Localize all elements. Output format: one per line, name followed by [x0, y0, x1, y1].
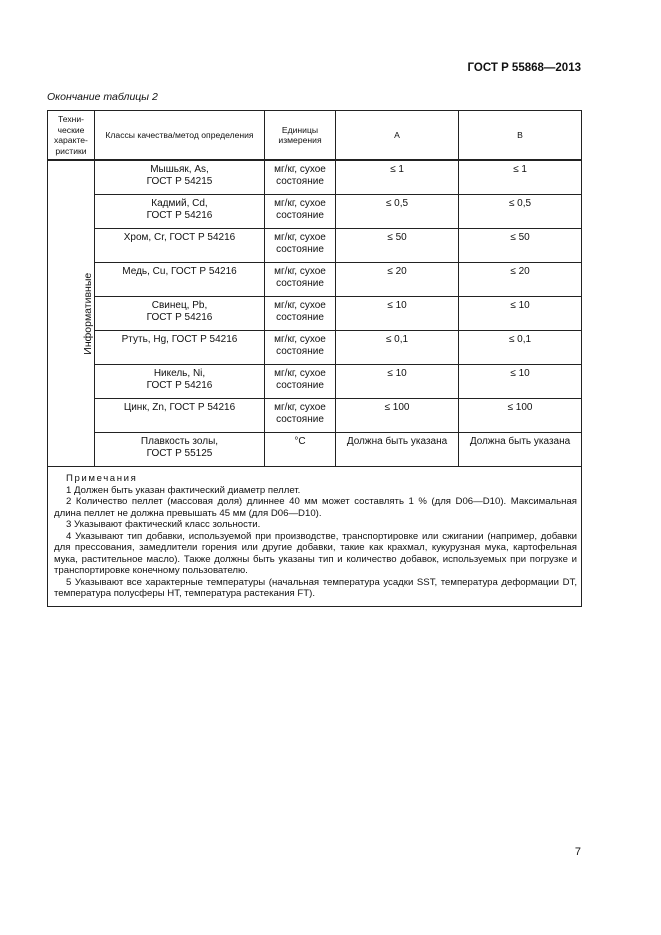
- group-cell: [48, 160, 95, 467]
- row-value-b: ≤ 0,5: [459, 195, 582, 229]
- row-value-b: ≤ 1: [459, 160, 582, 195]
- page-number: 7: [574, 846, 581, 858]
- row-value-b: ≤ 10: [459, 365, 582, 399]
- quality-table: [47, 110, 582, 607]
- row-unit: °С: [265, 433, 336, 467]
- row-value-b: ≤ 10: [459, 297, 582, 331]
- table-row: [48, 263, 582, 297]
- row-name: Цинк, Zn, ГОСТ Р 54216: [95, 399, 265, 433]
- row-unit: мг/кг, сухое состояние: [265, 229, 336, 263]
- table-row: [48, 433, 582, 467]
- table-row: [48, 399, 582, 433]
- header-units: Единицы измерения: [265, 111, 336, 161]
- note-item: 3 Указывают фактический класс зольности.: [66, 519, 261, 530]
- note-item: 5 Указывают все характерные температуры (начальная температура усадки SST, температура деформации DT, температура полусферы HT, температура растекания FT).: [54, 576, 577, 599]
- header-characteristics: Техни- ческие характе- ристики: [48, 111, 95, 161]
- row-name: Хром, Cr, ГОСТ Р 54216: [95, 229, 265, 263]
- row-name: Мышьяк, As, ГОСТ Р 54215: [95, 160, 265, 195]
- note-item: 4 Указывают тип добавки, используемой при производстве, транспортировке или сжигании (например, добавки для прессования, замедлители горения или другие добавки, такие как крахмал, кукурузная мука, картофельная мука, растительное масло). Также должны быть указаны тип и количество добавок, используемых при погрузке и транспортировке конечному пользователю.: [54, 530, 577, 576]
- row-unit: мг/кг, сухое состояние: [265, 297, 336, 331]
- row-value-a: ≤ 10: [336, 365, 459, 399]
- document-code: ГОСТ Р 55868—2013: [467, 62, 581, 74]
- row-value-b: ≤ 0,1: [459, 331, 582, 365]
- table-row: [48, 229, 582, 263]
- row-unit: мг/кг, сухое состояние: [265, 263, 336, 297]
- row-unit: мг/кг, сухое состояние: [265, 399, 336, 433]
- note-item: 2 Количество пеллет (массовая доля) длиннее 40 мм может составлять 1 % (для D06—D10). Максимальная длина пеллет не должна превышать 45 мм (для D06—D10).: [54, 496, 577, 519]
- row-value-a: Должна быть указана: [336, 433, 459, 467]
- header-class-b: В: [459, 111, 582, 161]
- row-name: Кадмий, Cd, ГОСТ Р 54216: [95, 195, 265, 229]
- header-quality-classes: Классы качества/метод определения: [95, 111, 265, 161]
- row-unit: мг/кг, сухое состояние: [265, 365, 336, 399]
- row-unit: мг/кг, сухое состояние: [265, 195, 336, 229]
- table-row: [48, 297, 582, 331]
- row-value-a: ≤ 100: [336, 399, 459, 433]
- row-unit: мг/кг, сухое состояние: [265, 331, 336, 365]
- group-label: Информативные: [82, 272, 95, 355]
- notes-row: [48, 467, 582, 607]
- row-value-a: ≤ 50: [336, 229, 459, 263]
- row-value-a: ≤ 0,5: [336, 195, 459, 229]
- row-name: Свинец, Pb, ГОСТ Р 54216: [95, 297, 265, 331]
- row-value-b: ≤ 20: [459, 263, 582, 297]
- table-row: [48, 365, 582, 399]
- notes-cell: [48, 467, 582, 607]
- table-caption: Окончание таблицы 2: [47, 91, 158, 103]
- row-value-a: ≤ 0,1: [336, 331, 459, 365]
- row-value-b: ≤ 100: [459, 399, 582, 433]
- row-value-b: Должна быть указана: [459, 433, 582, 467]
- row-name: Плавкость золы, ГОСТ Р 55125: [95, 433, 265, 467]
- row-value-a: ≤ 20: [336, 263, 459, 297]
- header-class-a: А: [336, 111, 459, 161]
- notes-title: Примечания: [66, 473, 138, 484]
- table-header-row: [48, 111, 582, 161]
- row-name: Никель, Ni, ГОСТ Р 54216: [95, 365, 265, 399]
- table-row: [48, 160, 582, 195]
- row-value-a: ≤ 1: [336, 160, 459, 195]
- row-name: Медь, Cu, ГОСТ Р 54216: [95, 263, 265, 297]
- table-row: [48, 195, 582, 229]
- table-row: [48, 331, 582, 365]
- row-value-b: ≤ 50: [459, 229, 582, 263]
- row-value-a: ≤ 10: [336, 297, 459, 331]
- row-name: Ртуть, Hg, ГОСТ Р 54216: [95, 331, 265, 365]
- row-unit: мг/кг, сухое состояние: [265, 160, 336, 195]
- note-item: 1 Должен быть указан фактический диаметр пеллет.: [66, 484, 301, 496]
